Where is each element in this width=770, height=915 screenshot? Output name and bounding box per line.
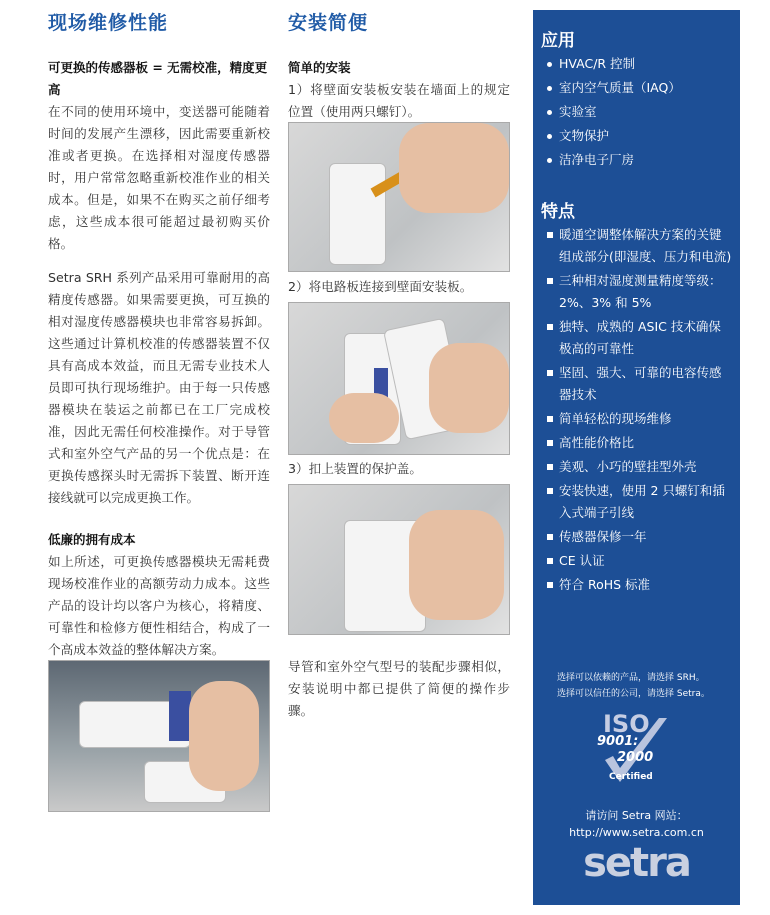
- list-item: 传感器保修一年: [541, 526, 733, 548]
- setra-logo: setra: [533, 840, 740, 886]
- list-item: 独特、成熟的 ASIC 技术确保极高的可靠性: [541, 316, 733, 360]
- section-title: 安装简便: [288, 12, 369, 34]
- list-item: CE 认证: [541, 550, 733, 572]
- install-note: 导管和室外空气型号的装配步骤相似，安装说明中都已提供了简便的操作步骤。: [288, 659, 510, 718]
- paragraph: 在不同的使用环境中，变送器可能随着时间的发展产生漂移，因此需要重新校准或者更换。在选择相对湿度传感器时，用户常常忽略重新校准作业的相关成本。但是，如果不在购买之前仔细考虑，这些成本很可能超过最初购买价格。: [48, 104, 270, 251]
- list-item: 文物保护: [541, 125, 733, 147]
- step-3: 3）扣上装置的保护盖。: [288, 461, 422, 476]
- list-item: 简单轻松的现场维修: [541, 408, 733, 430]
- section-title: 现场维修性能: [48, 12, 169, 34]
- visit-label: 请访问 Setra 网站：: [585, 809, 688, 822]
- list-item: 安装快速，使用 2 只螺钉和插入式端子引线: [541, 480, 733, 524]
- subheading: 简单的安装: [288, 60, 351, 75]
- applications-list: [541, 53, 733, 171]
- list-item: 高性能价格比: [541, 432, 733, 454]
- list-item: 室内空气质量（IAQ）: [541, 77, 733, 99]
- step-1: 1）将壁面安装板安装在墙面上的规定位置（使用两只螺钉）。: [288, 82, 510, 119]
- install-step2-photo: [288, 302, 510, 455]
- list-item: 坚固、强大、可靠的电容传感器技术: [541, 362, 733, 406]
- slogan-2: 选择可以信任的公司，请选择 Setra。: [557, 689, 710, 699]
- list-item: 暖通空调整体解决方案的关键组成部分(即湿度、压力和电流): [541, 224, 733, 268]
- subheading: 低廉的拥有成本: [48, 532, 136, 547]
- left-column: [48, 8, 270, 661]
- website-link[interactable]: http://www.setra.com.cn: [569, 826, 704, 839]
- list-item: 三种相对湿度测量精度等级：2%、3% 和 5%: [541, 270, 733, 314]
- list-item: 实验室: [541, 101, 733, 123]
- step-2: 2）将电路板连接到壁面安装板。: [288, 279, 473, 294]
- slogan-1: 选择可以依赖的产品，请选择 SRH。: [557, 673, 705, 683]
- subheading: 可更换的传感器板 = 无需校准，精度更高: [48, 60, 268, 97]
- install-step3-photo: [288, 484, 510, 635]
- applications-heading: 应用: [541, 31, 575, 51]
- middle-column: [288, 8, 510, 123]
- install-step1-photo: [288, 122, 510, 272]
- sidebar-panel: [533, 10, 740, 905]
- list-item: HVAC/R 控制: [541, 53, 733, 75]
- sensor-replacement-photo: [48, 660, 270, 812]
- features-heading: 特点: [541, 202, 575, 222]
- paragraph: Setra SRH 系列产品采用可靠耐用的高精度传感器。如果需要更换，可互换的相对湿度传感器模块也非常容易拆卸。这些通过计算机校准的传感器装置不仅具有高成本效益，而且无需专业技术人员即可执行现场维护。由于每一只传感器模块在装运之前都已在工厂完成校准，因此无需任何校准操作。对于导管式和室外空气产品的另一个优点是：在更换传感探头时无需拆下装置、断开连接线就可以完成更换工作。: [48, 270, 270, 505]
- paragraph: 如上所述，可更换传感器模块无需耗费现场校准作业的高额劳动力成本。这些产品的设计均以客户为核心，将精度、可靠性和检修方便性相结合，构成了一个高成本效益的整体解决方案。: [48, 554, 270, 657]
- iso-certified-logo: ISO 9001: 2000 Certified: [595, 710, 675, 795]
- features-list: [541, 224, 733, 596]
- list-item: 洁净电子厂房: [541, 149, 733, 171]
- list-item: 符合 RoHS 标准: [541, 574, 733, 596]
- list-item: 美观、小巧的壁挂型外壳: [541, 456, 733, 478]
